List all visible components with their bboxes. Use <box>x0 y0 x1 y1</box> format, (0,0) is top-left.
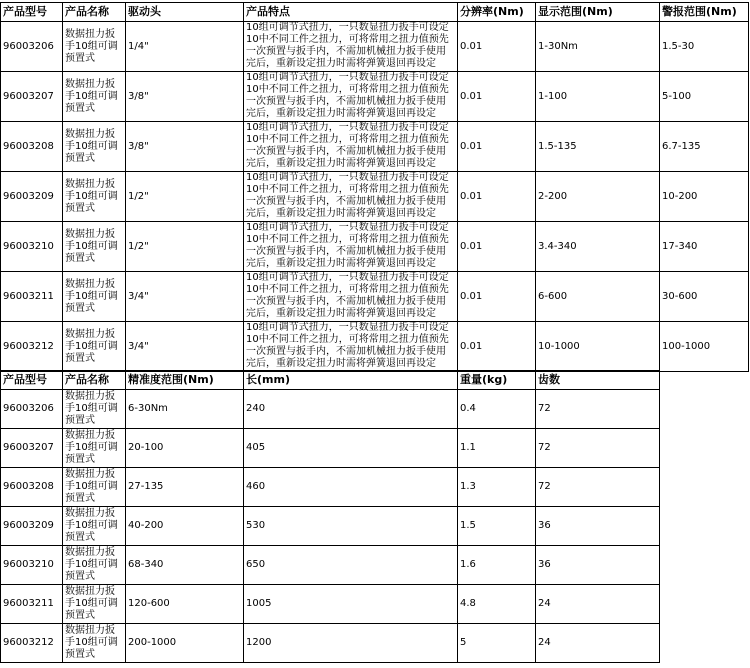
cell-feature: 10组可调节式扭力，一只数显扭力扳手可设定10中不同工件之扭力，可将常用之扭力值预先一次预置与扳手内，不需加机械扭力扳手使用完后，重新设定扭力时需将弹簧退回再设定 <box>244 272 458 322</box>
table-row <box>1 585 660 624</box>
cell-resolution: 0.01 <box>458 322 536 372</box>
cell-name: 数据扭力扳手10组可调预置式 <box>63 172 126 222</box>
cell-length: 240 <box>244 390 458 429</box>
cell-accuracy-range: 27-135 <box>126 468 244 507</box>
cell-feature: 10组可调节式扭力，一只数显扭力扳手可设定10中不同工件之扭力，可将常用之扭力值预先一次预置与扳手内，不需加机械扭力扳手使用完后，重新设定扭力时需将弹簧退回再设定 <box>244 172 458 222</box>
cell-weight: 0.4 <box>458 390 536 429</box>
cell-length: 460 <box>244 468 458 507</box>
cell-weight: 1.5 <box>458 507 536 546</box>
cell-alarm-range: 10-200 <box>660 172 749 222</box>
cell-weight: 1.1 <box>458 429 536 468</box>
cell-alarm-range: 100-1000 <box>660 322 749 372</box>
cell-display-range: 3.4-340 <box>536 222 660 272</box>
cell-name: 数据扭力扳手10组可调预置式 <box>63 322 126 372</box>
cell-drive: 3/4" <box>126 272 244 322</box>
cell-model: 96003208 <box>1 122 63 172</box>
cell-model: 96003211 <box>1 272 63 322</box>
cell-model: 96003210 <box>1 222 63 272</box>
cell-model: 96003210 <box>1 546 63 585</box>
cell-name: 数据扭力扳手10组可调预置式 <box>63 22 126 72</box>
table-row <box>1 546 660 585</box>
header-teeth: 齿数 <box>536 371 660 390</box>
cell-alarm-range: 17-340 <box>660 222 749 272</box>
cell-model: 96003211 <box>1 585 63 624</box>
cell-resolution: 0.01 <box>458 222 536 272</box>
cell-resolution: 0.01 <box>458 22 536 72</box>
spec-table <box>0 2 749 372</box>
cell-name: 数据扭力扳手10组可调预置式 <box>63 122 126 172</box>
cell-name: 数据扭力扳手10组可调预置式 <box>63 468 126 507</box>
cell-teeth: 24 <box>536 624 660 663</box>
cell-display-range: 10-1000 <box>536 322 660 372</box>
cell-display-range: 1-30Nm <box>536 22 660 72</box>
header-model: 产品型号 <box>1 371 63 390</box>
cell-teeth: 72 <box>536 468 660 507</box>
cell-resolution: 0.01 <box>458 72 536 122</box>
cell-resolution: 0.01 <box>458 272 536 322</box>
cell-teeth: 24 <box>536 585 660 624</box>
cell-drive: 3/4" <box>126 322 244 372</box>
cell-display-range: 2-200 <box>536 172 660 222</box>
cell-weight: 5 <box>458 624 536 663</box>
cell-length: 1200 <box>244 624 458 663</box>
cell-alarm-range: 1.5-30 <box>660 22 749 72</box>
cell-weight: 1.6 <box>458 546 536 585</box>
cell-resolution: 0.01 <box>458 172 536 222</box>
cell-teeth: 36 <box>536 507 660 546</box>
cell-accuracy-range: 20-100 <box>126 429 244 468</box>
cell-weight: 1.3 <box>458 468 536 507</box>
table-row <box>1 468 660 507</box>
cell-feature: 10组可调节式扭力，一只数显扭力扳手可设定10中不同工件之扭力，可将常用之扭力值预先一次预置与扳手内，不需加机械扭力扳手使用完后，重新设定扭力时需将弹簧退回再设定 <box>244 22 458 72</box>
cell-alarm-range: 5-100 <box>660 72 749 122</box>
table-row <box>1 222 749 272</box>
cell-model: 96003206 <box>1 22 63 72</box>
cell-drive: 3/8" <box>126 72 244 122</box>
cell-accuracy-range: 200-1000 <box>126 624 244 663</box>
cell-drive: 1/4" <box>126 22 244 72</box>
cell-resolution: 0.01 <box>458 122 536 172</box>
header-resolution: 分辨率(Nm) <box>458 3 536 22</box>
cell-weight: 4.8 <box>458 585 536 624</box>
header-name: 产品名称 <box>63 3 126 22</box>
size-table <box>0 370 660 663</box>
cell-length: 1005 <box>244 585 458 624</box>
table-row <box>1 122 749 172</box>
cell-model: 96003207 <box>1 429 63 468</box>
cell-name: 数据扭力扳手10组可调预置式 <box>63 429 126 468</box>
cell-alarm-range: 30-600 <box>660 272 749 322</box>
header-alarm-range: 警报范围(Nm) <box>660 3 749 22</box>
table-row <box>1 272 749 322</box>
cell-teeth: 72 <box>536 390 660 429</box>
header-display-range: 显示范围(Nm) <box>536 3 660 22</box>
table-row <box>1 72 749 122</box>
cell-accuracy-range: 6-30Nm <box>126 390 244 429</box>
cell-name: 数据扭力扳手10组可调预置式 <box>63 72 126 122</box>
cell-model: 96003212 <box>1 624 63 663</box>
header-model: 产品型号 <box>1 3 63 22</box>
cell-name: 数据扭力扳手10组可调预置式 <box>63 585 126 624</box>
header-accuracy-range: 精准度范围(Nm) <box>126 371 244 390</box>
cell-model: 96003212 <box>1 322 63 372</box>
cell-teeth: 72 <box>536 429 660 468</box>
cell-name: 数据扭力扳手10组可调预置式 <box>63 272 126 322</box>
cell-model: 96003207 <box>1 72 63 122</box>
cell-feature: 10组可调节式扭力，一只数显扭力扳手可设定10中不同工件之扭力，可将常用之扭力值预先一次预置与扳手内，不需加机械扭力扳手使用完后，重新设定扭力时需将弹簧退回再设定 <box>244 222 458 272</box>
cell-accuracy-range: 68-340 <box>126 546 244 585</box>
cell-length: 650 <box>244 546 458 585</box>
cell-display-range: 1.5-135 <box>536 122 660 172</box>
cell-feature: 10组可调节式扭力，一只数显扭力扳手可设定10中不同工件之扭力，可将常用之扭力值预先一次预置与扳手内，不需加机械扭力扳手使用完后，重新设定扭力时需将弹簧退回再设定 <box>244 322 458 372</box>
header-name: 产品名称 <box>63 371 126 390</box>
cell-drive: 1/2" <box>126 172 244 222</box>
cell-model: 96003209 <box>1 507 63 546</box>
size-header-row <box>1 371 660 390</box>
cell-drive: 3/8" <box>126 122 244 172</box>
header-length: 长(mm) <box>244 371 458 390</box>
table-row <box>1 624 660 663</box>
cell-name: 数据扭力扳手10组可调预置式 <box>63 390 126 429</box>
cell-display-range: 6-600 <box>536 272 660 322</box>
table-row <box>1 390 660 429</box>
cell-length: 405 <box>244 429 458 468</box>
cell-feature: 10组可调节式扭力，一只数显扭力扳手可设定10中不同工件之扭力，可将常用之扭力值预先一次预置与扳手内，不需加机械扭力扳手使用完后，重新设定扭力时需将弹簧退回再设定 <box>244 122 458 172</box>
cell-model: 96003206 <box>1 390 63 429</box>
cell-accuracy-range: 40-200 <box>126 507 244 546</box>
cell-length: 530 <box>244 507 458 546</box>
cell-name: 数据扭力扳手10组可调预置式 <box>63 546 126 585</box>
cell-name: 数据扭力扳手10组可调预置式 <box>63 507 126 546</box>
cell-name: 数据扭力扳手10组可调预置式 <box>63 624 126 663</box>
header-weight: 重量(kg) <box>458 371 536 390</box>
cell-drive: 1/2" <box>126 222 244 272</box>
cell-feature: 10组可调节式扭力，一只数显扭力扳手可设定10中不同工件之扭力，可将常用之扭力值预先一次预置与扳手内，不需加机械扭力扳手使用完后，重新设定扭力时需将弹簧退回再设定 <box>244 72 458 122</box>
cell-display-range: 1-100 <box>536 72 660 122</box>
header-feature: 产品特点 <box>244 3 458 22</box>
table-row <box>1 22 749 72</box>
spec-header-row <box>1 3 749 22</box>
cell-alarm-range: 6.7-135 <box>660 122 749 172</box>
cell-name: 数据扭力扳手10组可调预置式 <box>63 222 126 272</box>
cell-teeth: 36 <box>536 546 660 585</box>
cell-model: 96003208 <box>1 468 63 507</box>
header-drive: 驱动头 <box>126 3 244 22</box>
cell-accuracy-range: 120-600 <box>126 585 244 624</box>
cell-model: 96003209 <box>1 172 63 222</box>
table-row <box>1 507 660 546</box>
table-row <box>1 322 749 372</box>
table-row <box>1 172 749 222</box>
table-row <box>1 429 660 468</box>
